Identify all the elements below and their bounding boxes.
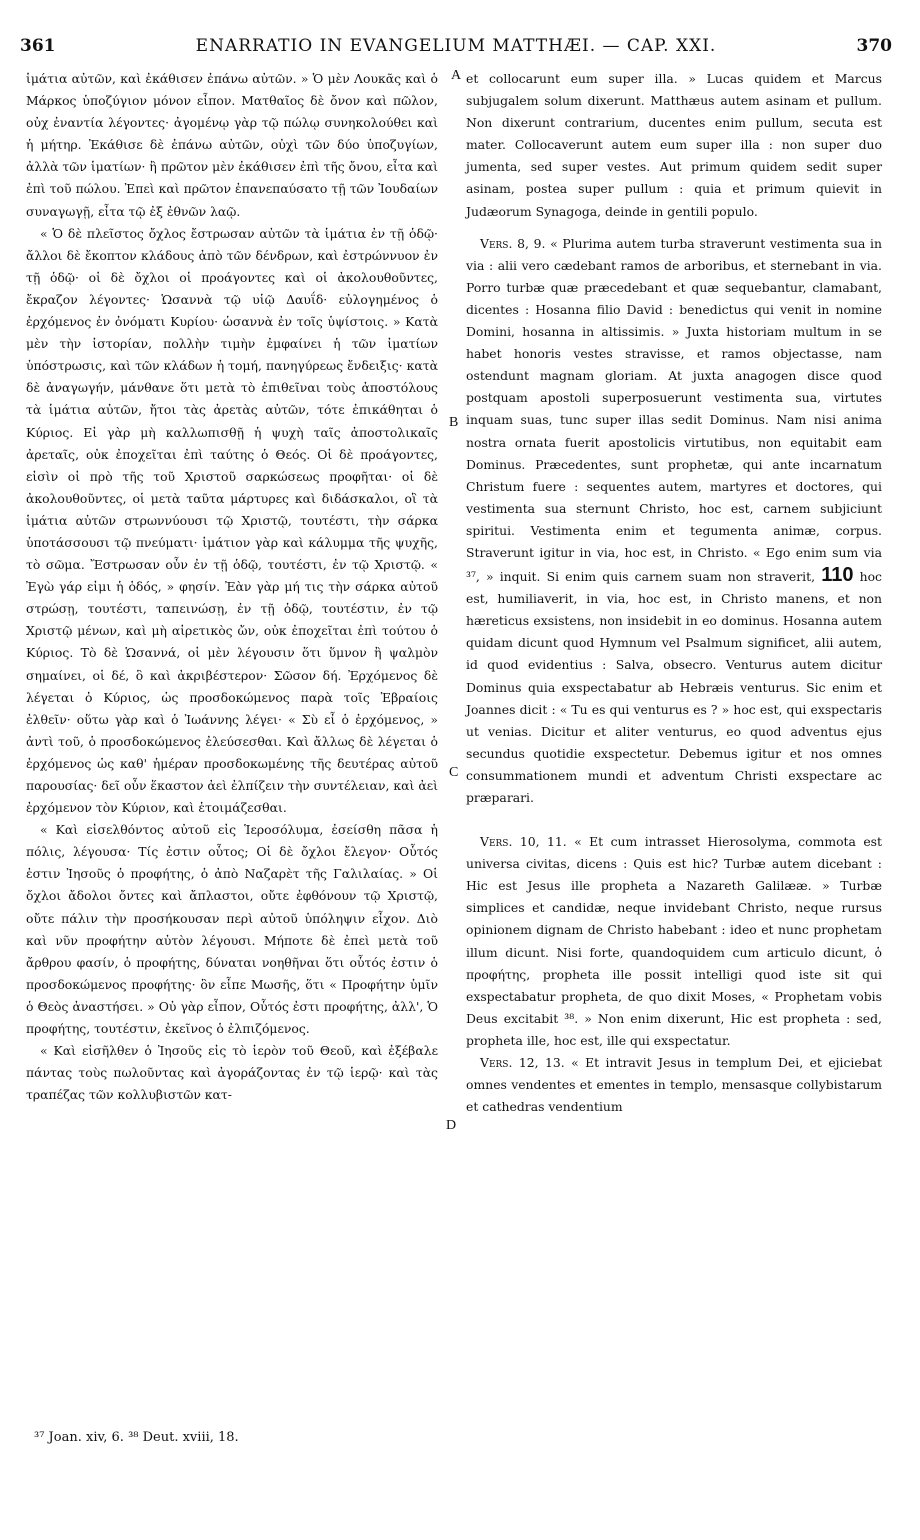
latin-paragraph-2 <box>466 233 882 809</box>
latin-paragraph-2-text-b: hoc est, humiliaverit, in via, hoc est, in Christo manens, et non hæreticus exsistens, non insidebit in eo dominus. Hosanna autem quidam dicunt quod Hymnum vel Psalmum significet, alii autem, id quod evidentius : Salva, obsecro. Venturus autem dicitur Dominus quia exspectabatur ab Hebræis venturus. Sic enim et Joannes dicit : « Tu es qui venturus es ? » hoc est, qui exspectaris ut venias. Dicitur et aliter venturus, eo quod adventus ejus secundus quotidie exspectetur. Debemus igitur et nos omnes consummationem mundi et adventum Christi exspectare ac præparari. <box>466 569 882 805</box>
margin-marker-a: A <box>451 68 462 83</box>
greek-column <box>26 68 438 1106</box>
footnotes: ³⁷ Joan. xiv, 6. ³⁸ Deut. xviii, 18. <box>34 1430 239 1445</box>
latin-paragraph-3-text: « Et cum intrasset Hierosolyma, commota est universa civitas, dicens : Quis est hic? Turbæ autem dicebant : Hic est Jesus ille propheta a Nazareth Galilææ. » Turbæ simplices et candidæ, neque invidebant Christo, neque rursus opinionem dignam de Christo habebant : ideo et nunc prophetam illum dicunt. Nisi forte, quandoquidem cum articulo dicunt, ὁ προφήτης, propheta ille possit intelligi quod iste sit qui exspectabatur propheta, de quo dixit Moses, « Prophetam vobis Deus excitabit ³⁸. » Non enim dixerunt, Hic est propheta : sed, propheta ille, hoc est, ille qui exspectatur. <box>466 834 882 1048</box>
greek-paragraph-1: ἱμάτια αὐτῶν, καὶ ἐκάθισεν ἐπάνω αὐτῶν. » Ὁ μὲν Λουκᾶς καὶ ὁ Μάρκος ὑποζύγιον μόνον εἶπον. Ματθαῖος δὲ ὄνον καὶ πῶλον, οὐχ ἐναντία λέγοντες· ἀγομένῳ γὰρ τῷ πώλῳ συνηκολούθει καὶ ἡ μήτηρ. Ἐκάθισε δὲ ἐπάνω αὐτῶν, οὐχὶ τῶν δύο ὑποζυγίων, ἀλλὰ τῶν ἱματίων· ἢ πρῶτον μὲν ἐκάθισεν ἐπὶ τῆς ὄνου, εἶτα καὶ ἐπὶ τοῦ πώλου. Ἐπεὶ καὶ πρῶτον ἐπανεπαύσατο τῇ τῶν Ἰουδαίων συναγωγῇ, εἶτα τῷ ἐξ ἐθνῶν λαῷ. <box>26 71 438 219</box>
verse-label-10-11: Vers. 10, 11. <box>480 834 567 850</box>
latin-paragraph-3 <box>466 831 882 1052</box>
verse-label-12-13: Vers. 12, 13. <box>480 1055 565 1071</box>
verse-label-8-9: Vers. 8, 9. <box>480 235 546 251</box>
latin-paragraph-1: et collocarunt eum super illa. » Lucas quidem et Marcus subjugalem solum dixerunt. Matthæus autem asinam et pullum. Non dixerunt contrarium, ducentes enim pullum, secuta est mater. Collocaverunt autem eum super illa : non super duo jumenta, sed super vestes. Aut primum quidem sedit super asinam, postea super pullum : quia et primum quievit in Judæorum Synagoga, deinde in gentili populo. <box>466 71 882 219</box>
margin-marker-c: C <box>449 765 459 780</box>
margin-marker-b: B <box>449 415 459 430</box>
greek-paragraph-4: « Καὶ εἰσῆλθεν ὁ Ἰησοῦς εἰς τὸ ἱερὸν τοῦ Θεοῦ, καὶ ἐξέβαλε πάντας τοὺς πωλοῦντας καὶ ἀγοράζοντας ἐν τῷ ἱερῷ· καὶ τὰς τραπέζας τῶν κολλυβιστῶν κατ- <box>26 1043 438 1103</box>
greek-paragraph-3: « Καὶ εἰσελθόντος αὐτοῦ εἰς Ἱεροσόλυμα, ἐσείσθη πᾶσα ἡ πόλις, λέγουσα· Τίς ἐστιν οὗτος; Οἱ δὲ ὄχλοι ἔλεγον· Οὗτός ἐστιν Ἰησοῦς ὁ προφήτης, ὁ ἀπὸ Ναζαρὲτ τῆς Γαλιλαίας. » Οἱ ὄχλοι ἄδολοι ὄντες καὶ ἄπλαστοι, οὔτε ἐφθόνουν τῷ Χριστῷ, οὔτε πάλιν τὴν προσήκουσαν περὶ αὐτοῦ ὑπόληψιν εἶχον. Διὸ καὶ νῦν προφήτην αὐτὸν λέγουσι. Μήποτε δὲ ἐπεὶ μετὰ τοῦ ἄρθρου φασίν, ὁ προφήτης, δύναται νοηθῆναι ὅτι οὗτός ἐστιν ὁ προσδοκώμενος προφήτης· ὃν εἶπε Μωσῆς, ὅτι « Προφήτην ὑμῖν ὁ Θεὸς ἀναστήσει. » Οὐ γὰρ εἶπον, Οὗτός ἐστι προφήτης, ἀλλ', Ὁ προφήτης, τουτέστιν, ἐκεῖνος ὁ ἐλπιζόμενος. <box>26 822 438 1037</box>
edition-page-number: 110 <box>821 564 854 587</box>
page-header <box>20 36 892 60</box>
latin-paragraph-4 <box>466 1052 882 1118</box>
page-number-right: 370 <box>856 36 892 56</box>
running-title: ENARRATIO IN EVANGELIUM MATTHÆI. — CAP. XXI. <box>195 36 717 56</box>
latin-paragraph-4-text: « Et intravit Jesus in templum Dei, et ejiciebat omnes vendentes et ementes in templo, mensasque collybistarum et cathedras vendentium <box>466 1055 882 1115</box>
latin-paragraph-2-text-a: « Plurima autem turba straverunt vestimenta sua in via : alii vero cædebant ramos de arboribus, et sternebant in via. Porro turbæ quæ præcedebant et quæ sequebantur, clamabant, dicentes : Hosanna filio David : benedictus qui venit in nomine Domini, hosanna in altissimis. » Juxta historiam multum in se habet honoris vestes stravisse, et ramos objectasse, nam ostendunt magnam gloriam. At juxta anagogen disce quod postquam apostoli superposuerunt vestimenta sua, virtutes inquam suas, tunc super illas sedit Dominus. Nam nisi anima nostra ornata fuerit apostolicis virtutibus, non equitabit eam Dominus. Præcedentes, sunt prophetæ, qui ante incarnatum Christum fuere : sequentes autem, martyres et doctores, qui vestimenta sua sternunt Christo, hoc est, carnem subjiciunt spiritui. Vestimenta enim et tegumenta animæ, corpus. Straverunt igitur in via, hoc est, in Christo. « Ego enim sum via ³⁷, » inquit. Si enim quis carnem suam non straverit, <box>466 235 882 585</box>
margin-marker-d: D <box>446 1118 457 1133</box>
greek-paragraph-2: « Ὁ δὲ πλεῖστος ὄχλος ἔστρωσαν αὐτῶν τὰ ἱμάτια ἐν τῇ ὁδῷ· ἄλλοι δὲ ἔκοπτον κλάδους ἀπὸ τῶν δένδρων, καὶ ἐστρώννυον ἐν τῇ ὁδῷ· οἱ δὲ ὄχλοι οἱ προάγοντες καὶ οἱ ἀκολουθοῦντες, ἔκραζον λέγοντες· Ὡσαννὰ τῷ υἱῷ Δαυΐδ· εὐλογημένος ὁ ἐρχόμενος ἐν ὀνόματι Κυρίου· ὡσαννὰ ἐν τοῖς ὑψίστοις. » Κατὰ μὲν τὴν ἱστορίαν, πολλὴν τιμὴν ἐμφαίνει ἡ τῶν ἱματίων ὑπόστρωσις, καὶ τῶν κλάδων ἡ τομή, πανηγύρεως ἔνδειξις· κατὰ δὲ ἀναγωγήν, μάνθανε ὅτι μετὰ τὸ ἐπιθεῖναι τοὺς ἀποστόλους τὰ ἱμάτια αὐτῶν, ἤτοι τὰς ἀρετὰς αὐτῶν, τότε ἐπικάθηται ὁ Κύριος. Εἰ γὰρ μὴ καλλωπισθῇ ἡ ψυχὴ ταῖς ἀποστολικαῖς ἀρεταῖς, οὐκ ἐποχεῖται ἐπὶ ταύτης ὁ Θεός. Οἱ δὲ προάγοντες, εἰσὶν οἱ πρὸ τῆς τοῦ Χριστοῦ σαρκώσεως προφῆται· οἱ δὲ ἀκολουθοῦντες, οἱ μετὰ ταῦτα μάρτυρες καὶ διδάσκαλοι, οἳ τὰ ἱμάτια αὐτῶν στρωννύουσι τῷ Χριστῷ, τουτέστι, τὴν σάρκα ὑποτάσσουσι τῷ πνεύματι· ἱμάτιον γὰρ καὶ κάλυμμα τῆς ψυχῆς, τὸ σῶμα. Ἔστρωσαν οὖν ἐν τῇ ὁδῷ, τουτέστι, ἐν τῷ Χριστῷ. « Ἐγὼ γάρ εἰμι ἡ ὁδός, » φησίν. Ἐὰν γὰρ μή τις τὴν σάρκα αὐτοῦ στρώσῃ, τουτέστι, ταπεινώσῃ, ἐν τῇ ὁδῷ, τουτέστιν, ἐν τῷ Χριστῷ μένων, καὶ μὴ αἱρετικὸς ὤν, οὐκ ἐποχεῖται ἐπὶ τούτου ὁ Κύριος. Τὸ δὲ Ὡσαννά, οἱ μὲν λέγουσιν ὅτι ὕμνον ἢ ψαλμὸν σημαίνει, οἱ δέ, ὃ καὶ ἀκριβέστερον· Σῶσον δή. Ἐρχόμενος δὲ λέγεται ὁ Κύριος, ὡς προσδοκώμενος παρὰ τοῖς Ἑβραίοις ἐλθεῖν· οὕτω γὰρ καὶ ὁ Ἰωάννης λέγει· « Σὺ εἶ ὁ ἐρχόμενος, » ἀντὶ τοῦ, ὁ προσδοκώμενος ἐλεύσεσθαι. Καὶ ἄλλως δὲ λέγεται ὁ ἐρχόμενος ὡς καθ' ἡμέραν προσδοκωμένης τῆς δευτέρας αὐτοῦ παρουσίας· δεῖ οὖν ἕκαστον ἀεὶ ἐλπίζειν τὴν συντέλειαν, καὶ ἀεὶ ἐρχόμενον τὸν Κύριον, καὶ ἑτοιμάζεσθαι. <box>26 225 438 816</box>
latin-column <box>466 68 882 1118</box>
page-number-left: 361 <box>20 36 56 56</box>
